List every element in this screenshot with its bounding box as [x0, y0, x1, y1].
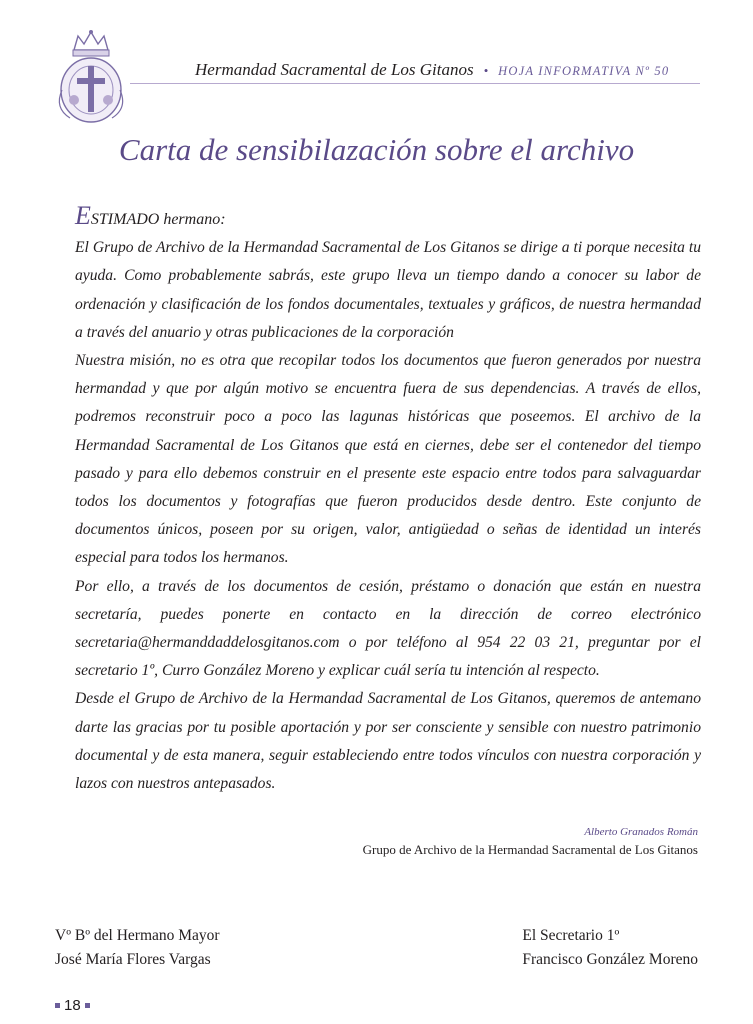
footer-right-line1: El Secretario 1º	[522, 927, 620, 944]
page-number	[55, 997, 90, 1014]
signature-organization: Grupo de Archivo de la Hermandad Sacramental de Los Gitanos	[362, 842, 698, 857]
page-number-square-right	[85, 1003, 90, 1008]
header-subtitle: HOJA INFORMATIVA Nº 50	[498, 64, 670, 78]
footer-secretary	[522, 924, 698, 972]
paragraph-2: Nuestra misión, no es otra que recopilar todos los documentos que fueron generados por nuestra hermandad y que por algún motivo se encuentra fuera de sus dependencias. A través de ellos, podremos reconstruir poco a poco las lagunas históricas que poseemos. El archivo de la Hermandad Sacramental de Los Gitanos que está en ciernes, debe ser el contenedor del tiempo pasado y para ello debemos construir en el presente este espacio entre todos para salvaguardar todos los documentos y fotografías que fueron producidos desde dentro. Este conjunto de documentos únicos, poseen por su origen, valor, antigüedad o señas de identidad un interés especial para todos los hermanos.	[75, 352, 701, 567]
greeting-drop-cap: E	[75, 201, 91, 230]
footer-right-line2: Francisco González Moreno	[522, 951, 698, 968]
page-number-value: 18	[64, 997, 81, 1014]
running-header	[195, 60, 700, 80]
page-title: Carta de sensibilazación sobre el archivo	[118, 132, 635, 167]
brotherhood-crest-icon	[50, 28, 132, 126]
header-bullet: •	[483, 63, 489, 78]
header-rule	[130, 83, 700, 84]
footer-approval	[55, 924, 220, 972]
greeting	[75, 202, 701, 234]
header-title: Hermandad Sacramental de Los Gitanos	[195, 60, 474, 79]
footer-left-line2: José María Flores Vargas	[55, 951, 211, 968]
paragraph-3: Por ello, a través de los documentos de cesión, préstamo o donación que están en nuestra secretaría, puedes ponerte en contacto en la dirección de correo electrónico secretaria@hermanddaddelosgitanos.com o por teléfono al 954 22 03 21, preguntar por el secretario 1º, Curro González Moreno y explicar cuál sería tu intención al respecto.	[75, 577, 701, 680]
article-body	[75, 202, 701, 798]
footer-left-line1: Vº Bº del Hermano Mayor	[55, 927, 220, 944]
greeting-smallcaps: STIMADO	[90, 211, 160, 228]
page-number-square-left	[55, 1003, 60, 1008]
signature-block	[363, 826, 698, 858]
paragraph-1: El Grupo de Archivo de la Hermandad Sacramental de Los Gitanos se dirige a ti porque necesita tu ayuda. Como probablemente sabrás, este grupo lleva un tiempo dando a conocer su labor de ordenación y clasificación de los fondos documentales, textuales y gráficos, de nuestra hermandad a través del anuario y otras publicaciones de la corporación	[75, 239, 701, 341]
greeting-tail: hermano:	[159, 211, 226, 228]
paragraph-4: Desde el Grupo de Archivo de la Hermandad Sacramental de Los Gitanos, queremos de antemano darte las gracias por tu posible aportación y por ser consciente y sensible con nuestro patrimonio documental y de esta manera, seguir estableciendo entre todos vínculos con nuestra corporación y lazos con nuestros antepasados.	[75, 690, 701, 793]
signature-name: Alberto Granados Román	[584, 826, 698, 838]
